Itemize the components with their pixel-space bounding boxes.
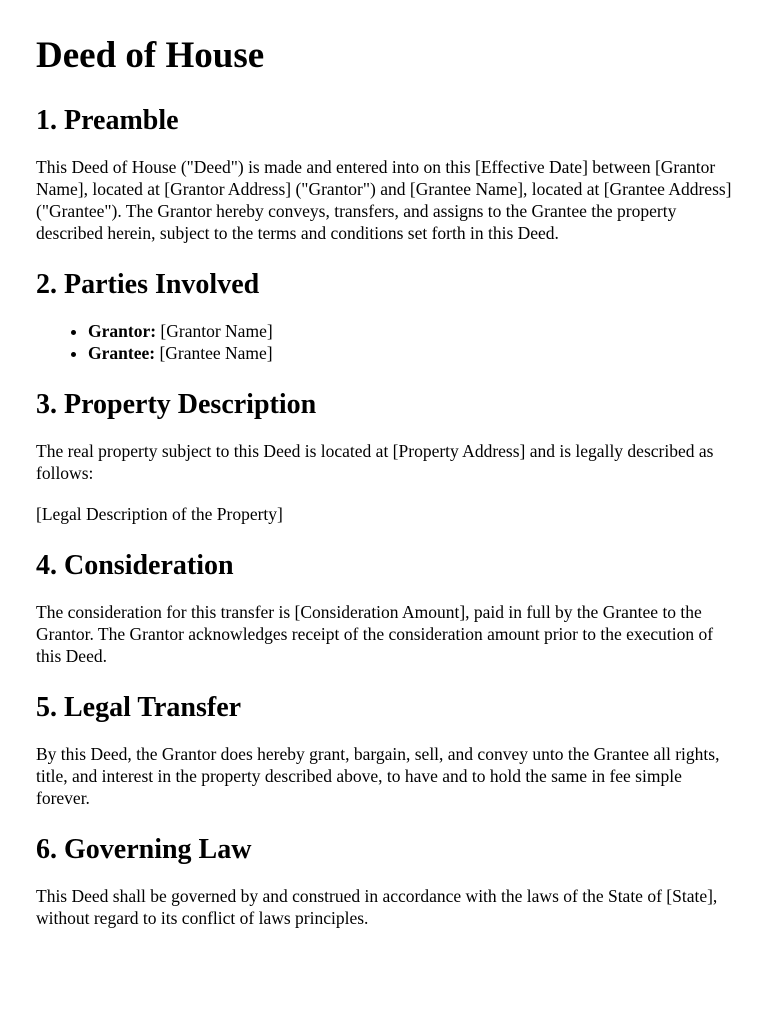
section-parties-involved bbox=[36, 268, 734, 364]
section-heading-property: 3. Property Description bbox=[36, 389, 317, 420]
section-consideration bbox=[36, 549, 734, 667]
consideration-paragraph: The consideration for this transfer is [Consideration Amount], paid in full by the Grantee to the Grantor. The Grantor acknowledges receipt of the consideration amount prior to the execution of this Deed. bbox=[36, 602, 714, 666]
document-title: Deed of House bbox=[36, 35, 265, 76]
section-heading-governing-law: 6. Governing Law bbox=[36, 834, 252, 865]
grantee-label: Grantee: bbox=[88, 343, 156, 363]
section-heading-preamble: 1. Preamble bbox=[36, 105, 179, 136]
section-heading-parties: 2. Parties Involved bbox=[36, 269, 260, 300]
section-legal-transfer bbox=[36, 691, 734, 809]
list-item-grantor bbox=[88, 320, 734, 342]
list-item-grantee bbox=[88, 342, 734, 364]
section-property-description bbox=[36, 388, 734, 525]
grantor-label: Grantor: bbox=[88, 321, 157, 341]
grantee-value: [Grantee Name] bbox=[159, 343, 273, 363]
governing-law-paragraph: This Deed shall be governed by and construed in accordance with the laws of the State of [State], without regard to its conflict of laws principles. bbox=[36, 886, 718, 928]
grantor-value: [Grantor Name] bbox=[160, 321, 273, 341]
section-heading-consideration: 4. Consideration bbox=[36, 550, 234, 581]
property-paragraph: The real property subject to this Deed is located at [Property Address] and is legally described as follows: bbox=[36, 441, 714, 483]
section-heading-legal-transfer: 5. Legal Transfer bbox=[36, 692, 242, 723]
legal-description-paragraph: [Legal Description of the Property] bbox=[36, 504, 283, 524]
preamble-paragraph: This Deed of House ("Deed") is made and entered into on this [Effective Date] between [Grantor Name], located at [Grantor Address] ("Grantor") and [Grantee Name], located at [Grantee Address] ("Grantee"). The Grantor hereby conveys, transfers, and assigns to the Grantee the property described herein, subject to the terms and conditions set forth in this Deed. bbox=[36, 157, 732, 243]
parties-list bbox=[36, 320, 734, 364]
section-preamble bbox=[36, 104, 734, 244]
legal-transfer-paragraph: By this Deed, the Grantor does hereby grant, bargain, sell, and convey unto the Grantee all rights, title, and interest in the property described above, to have and to hold the same in fee simple forever. bbox=[36, 744, 720, 808]
section-governing-law bbox=[36, 833, 734, 929]
